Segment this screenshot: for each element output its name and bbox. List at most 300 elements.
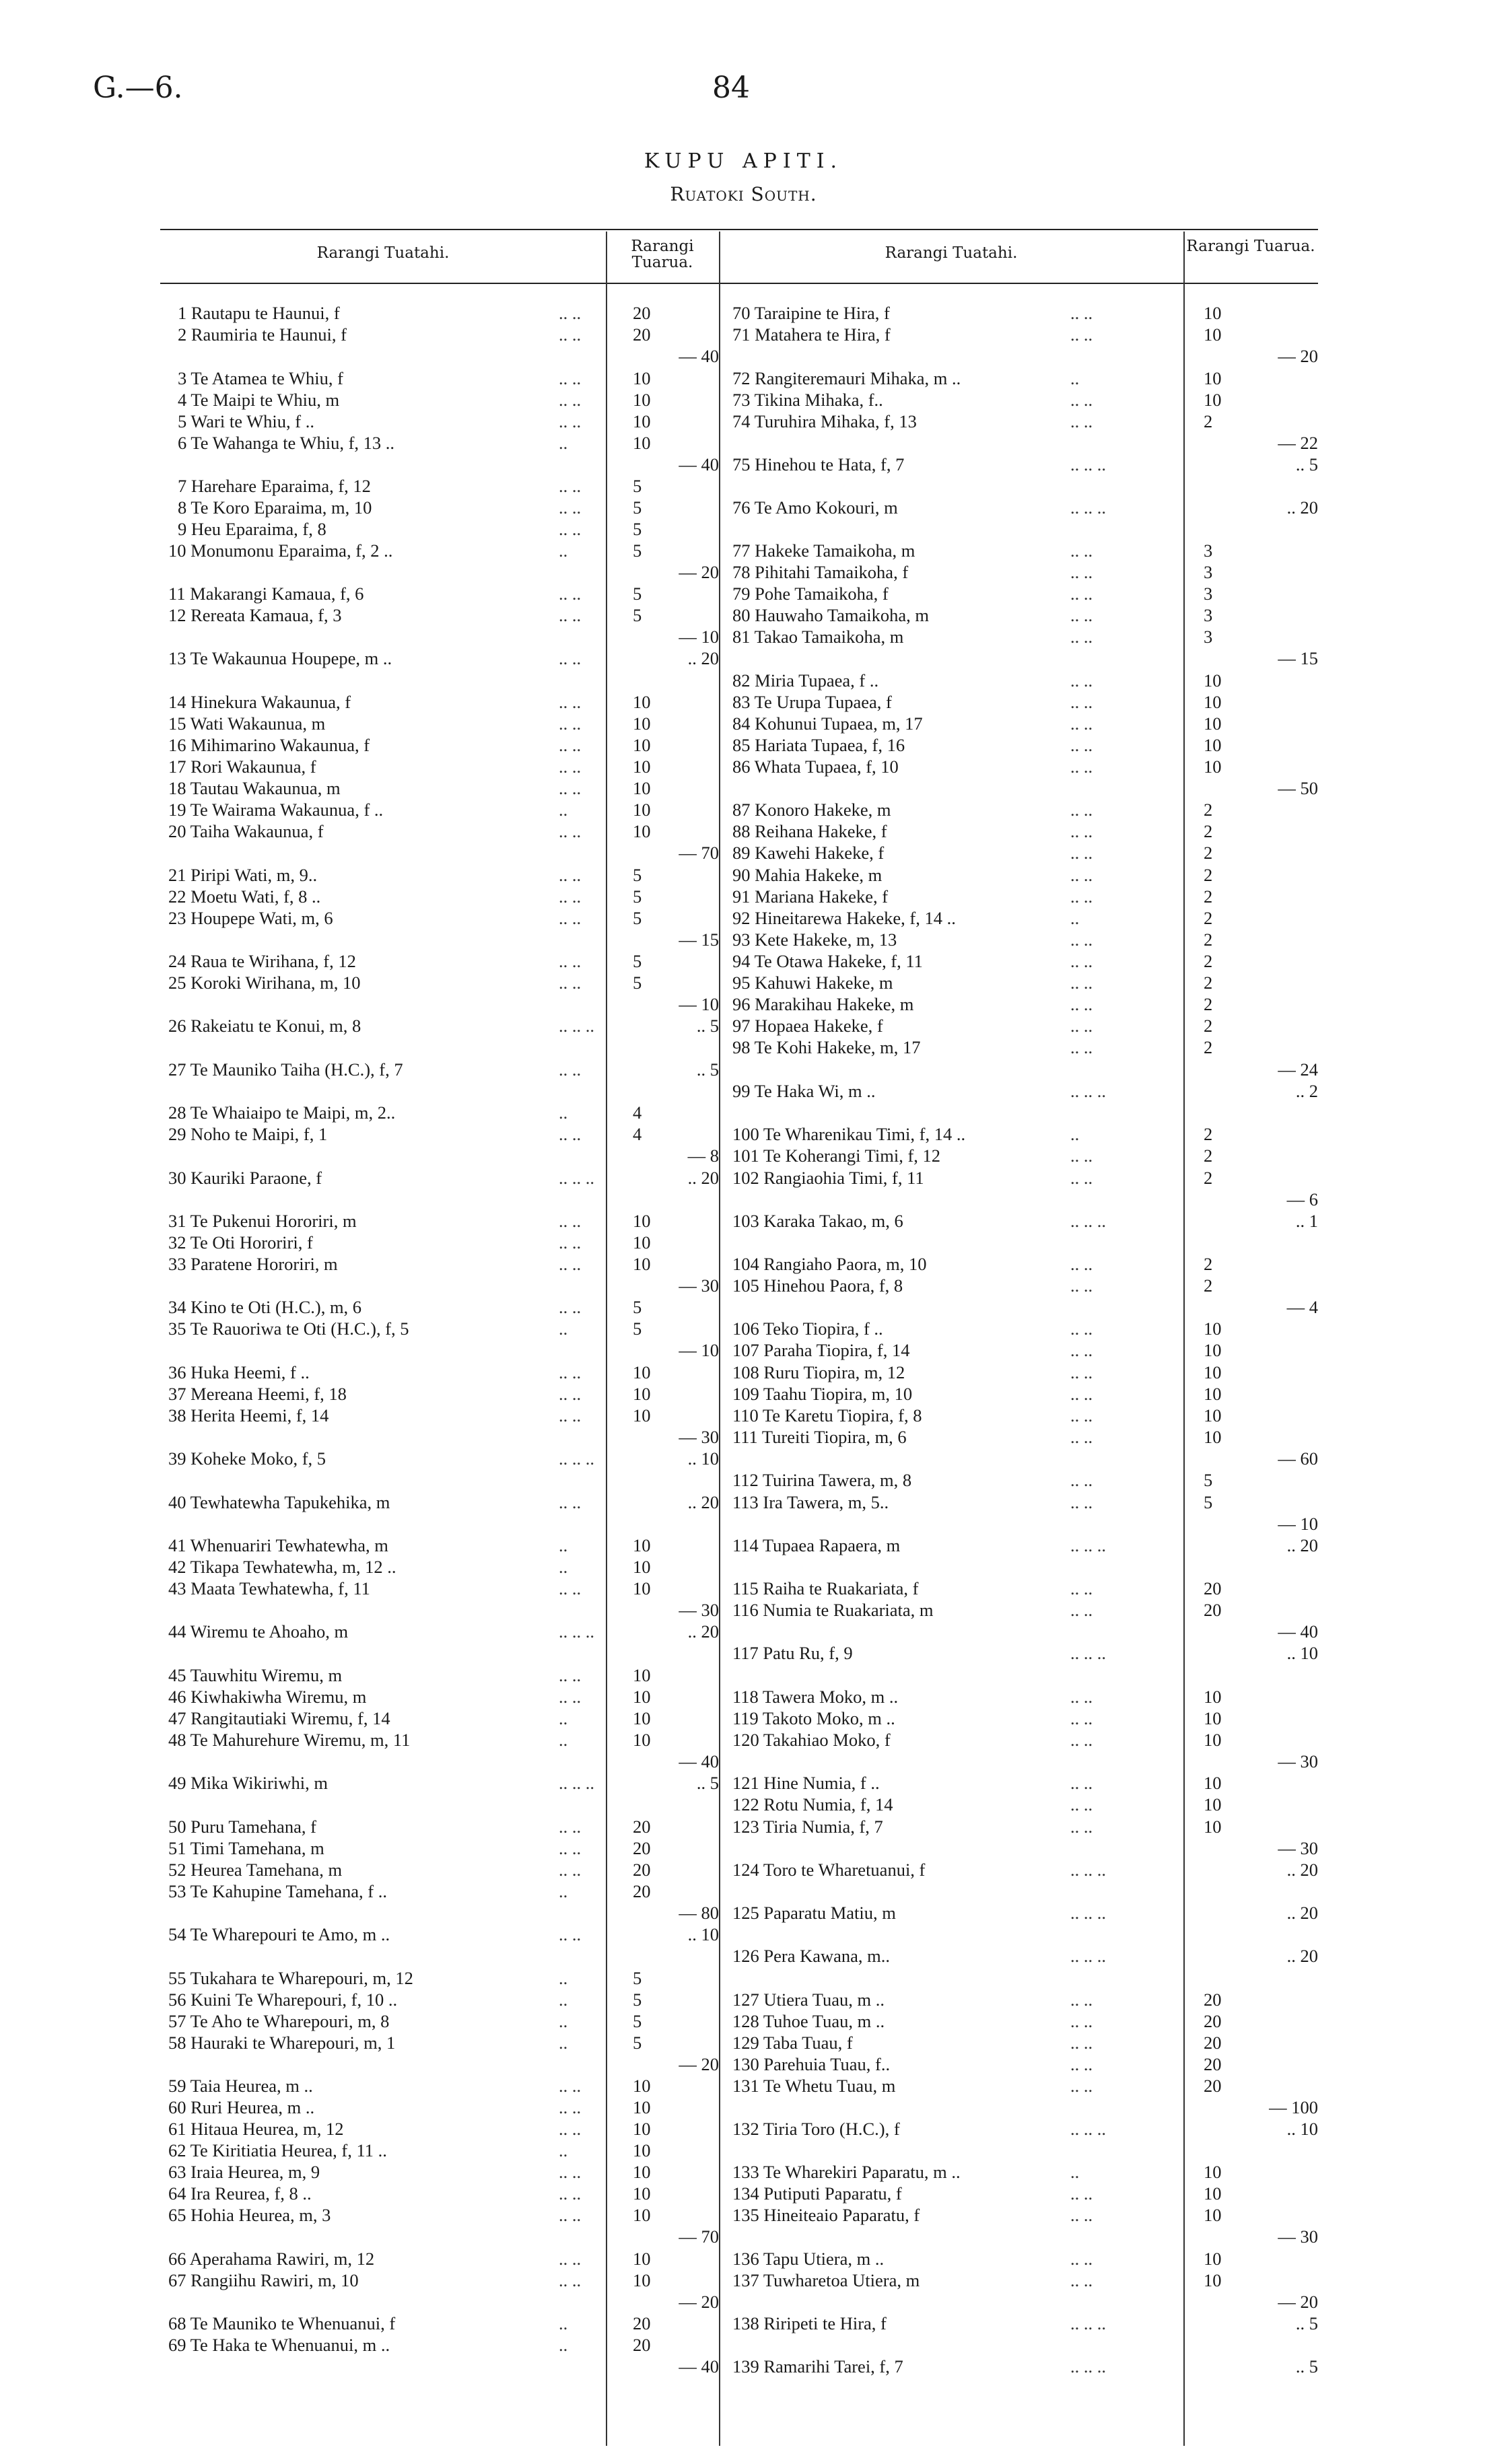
left-entry-share: 10 [633, 433, 651, 453]
right-entry-name: 72 Rangiteremauri Mihaka, m .. [732, 368, 961, 388]
left-entry-name: 59 Taia Heurea, m .. [168, 2076, 313, 2096]
right-entry-name: 82 Miria Tupaea, f .. [732, 670, 879, 691]
left-entry-name: 39 Koheke Moko, f, 5 [168, 1448, 326, 1469]
right-entry-leader-dots: .. .. .. [1070, 1946, 1106, 1966]
left-entry-share: 10 [633, 1362, 651, 1382]
left-entry-name: 17 Rori Wakaunua, f [168, 756, 316, 777]
left-entry-name: 23 Houpepe Wati, m, 6 [168, 908, 333, 928]
right-entry-name: 77 Hakeke Tamaikoha, m [732, 540, 915, 561]
left-entry-name: 24 Raua te Wirihana, f, 12 [168, 951, 356, 971]
left-entry-leader-dots: .. .. [559, 1817, 582, 1837]
left-entry-leader-dots: .. .. [559, 2270, 582, 2290]
left-entry-name: 55 Tukahara te Wharepouri, m, 12 [168, 1968, 413, 1988]
left-entry-name: 58 Hauraki te Wharepouri, m, 1 [168, 2033, 396, 2053]
right-main-header: Rarangi Tuatahi. [885, 244, 1018, 262]
left-entry-share: 10 [633, 1730, 651, 1750]
right-entry-name: 115 Raiha te Ruakariata, f [732, 1578, 919, 1598]
right-entry-name: 93 Kete Hakeke, m, 13 [732, 929, 897, 950]
right-entry-leader-dots: .. .. [1070, 605, 1093, 625]
left-entry-name: 16 Mihimarino Wakaunua, f [168, 735, 370, 755]
right-entry-name: 79 Pohe Tamaikoha, f [732, 584, 889, 604]
left-entry-leader-dots: .. [559, 540, 568, 561]
left-second-header: Rarangi Tuarua. [631, 238, 694, 271]
left-entry-leader-dots: .. .. [559, 1232, 582, 1253]
right-entry-leader-dots: .. .. [1070, 1794, 1093, 1815]
left-entry-share: 10 [633, 1557, 651, 1577]
left-entry-share: 20 [633, 1881, 651, 1901]
right-entry-leader-dots: .. .. [1070, 1168, 1093, 1188]
left-entry-name: 63 Iraia Heurea, m, 9 [168, 2162, 320, 2182]
left-entry-share: 5 [633, 1990, 642, 2010]
left-entry-leader-dots: .. [559, 1708, 568, 1728]
left-entry-leader-dots: .. .. [559, 497, 582, 518]
left-entry-leader-dots: .. .. .. [559, 1621, 594, 1642]
right-entry-leader-dots: .. .. .. [1070, 1535, 1106, 1555]
left-entry-share: 10 [633, 735, 651, 755]
right-entry-leader-dots: .. .. [1070, 1427, 1093, 1447]
right-entry-leader-dots: .. .. [1070, 1340, 1093, 1360]
left-subtotal: .. 5 [696, 1016, 719, 1036]
left-entry-leader-dots: .. .. .. [559, 1448, 594, 1469]
left-entry-share: 5 [633, 908, 642, 928]
left-subtotal: — 70 [679, 843, 719, 863]
left-entry-name: 11 Makarangi Kamaua, f, 6 [168, 584, 364, 604]
right-entry-share: 2 [1204, 908, 1213, 928]
right-entry-share: 2 [1204, 929, 1213, 950]
left-entry-leader-dots: .. .. [559, 1687, 582, 1707]
left-entry-share: 5 [633, 865, 642, 885]
left-entry-share: 10 [633, 800, 651, 820]
right-entry-name: 125 Paparatu Matiu, m [732, 1903, 896, 1923]
right-entry-leader-dots: .. .. [1070, 1405, 1093, 1425]
left-entry-leader-dots: .. .. [559, 865, 582, 885]
left-subtotal: — 10 [679, 1340, 719, 1360]
right-entry-leader-dots: .. .. [1070, 1492, 1093, 1512]
left-entry-name: 52 Heurea Tamehana, m [168, 1860, 343, 1880]
right-entry-share: 2 [1204, 1037, 1213, 1057]
left-entry-leader-dots: .. .. [559, 1254, 582, 1274]
left-entry-leader-dots: .. [559, 1881, 568, 1901]
left-entry-share: 5 [633, 2011, 642, 2031]
right-entry-name: 94 Te Otawa Hakeke, f, 11 [732, 951, 923, 971]
left-entry-leader-dots: .. .. [559, 756, 582, 777]
left-entry-name: 12 Rereata Kamaua, f, 3 [168, 605, 342, 625]
right-subtotal: — 10 [1278, 1514, 1318, 1534]
left-entry-leader-dots: .. [559, 1535, 568, 1555]
right-entry-leader-dots: .. .. [1070, 562, 1093, 582]
left-entry-name: 3 Te Atamea te Whiu, f [178, 368, 343, 388]
right-entry-share: 10 [1204, 390, 1222, 410]
left-entry-leader-dots: .. .. [559, 1860, 582, 1880]
left-entry-name: 40 Tewhatewha Tapukehika, m [168, 1492, 390, 1512]
right-entry-name: 113 Ira Tawera, m, 5.. [732, 1492, 889, 1512]
right-entry-share: 2 [1204, 865, 1213, 885]
left-entry-share: 10 [633, 1578, 651, 1598]
right-subtotal: — 4 [1286, 1297, 1318, 1317]
right-entry-leader-dots: .. .. [1070, 303, 1093, 323]
left-entry-leader-dots: .. .. [559, 1211, 582, 1231]
right-entry-leader-dots: .. .. [1070, 670, 1093, 691]
left-entry-name: 33 Paratene Hororiri, m [168, 1254, 338, 1274]
left-subtotal: — 70 [679, 2226, 719, 2247]
left-entry-share: 10 [633, 2076, 651, 2096]
left-entry-leader-dots: .. .. .. [559, 1168, 594, 1188]
page-subtitle: Ruatoki South. [670, 183, 817, 205]
right-entry-name: 107 Paraha Tiopira, f, 14 [732, 1340, 910, 1360]
right-subtotal: — 100 [1269, 2097, 1318, 2117]
right-entry-share: 10 [1204, 1427, 1222, 1447]
left-entry-share: 10 [633, 2097, 651, 2117]
left-entry-name: 10 Monumonu Eparaima, f, 2 .. [168, 540, 393, 561]
left-entry-name: 42 Tikapa Tewhatewha, m, 12 .. [168, 1557, 396, 1577]
right-entry-name: 102 Rangiaohia Timi, f, 11 [732, 1168, 924, 1188]
right-entry-leader-dots: .. .. [1070, 1254, 1093, 1274]
top-rule [160, 229, 1318, 230]
left-entry-leader-dots: .. .. [559, 390, 582, 410]
left-entry-leader-dots: .. .. [559, 2162, 582, 2182]
right-entry-name: 114 Tupaea Rapaera, m [732, 1535, 901, 1555]
right-entry-name: 121 Hine Numia, f .. [732, 1773, 880, 1793]
right-entry-name: 87 Konoro Hakeke, m [732, 800, 891, 820]
page-title: KUPU APITI. [644, 149, 843, 173]
right-subtotal: .. 2 [1295, 1081, 1318, 1101]
left-entry-leader-dots: .. [559, 1102, 568, 1123]
left-entry-name: 4 Te Maipi te Whiu, m [178, 390, 340, 410]
left-entry-name: 26 Rakeiatu te Konui, m, 8 [168, 1016, 361, 1036]
right-entry-share: 10 [1204, 1708, 1222, 1728]
right-entry-leader-dots: .. .. [1070, 1037, 1093, 1057]
right-entry-leader-dots: .. .. [1070, 1578, 1093, 1598]
left-entry-name: 31 Te Pukenui Hororiri, m [168, 1211, 357, 1231]
right-entry-share: 10 [1204, 2205, 1222, 2225]
left-entry-leader-dots: .. .. [559, 1492, 582, 1512]
left-entry-share: 5 [633, 973, 642, 993]
right-entry-name: 97 Hopaea Hakeke, f [732, 1016, 883, 1036]
left-subtotal: .. 10 [687, 1448, 719, 1469]
right-entry-share: 20 [1204, 1990, 1222, 2010]
left-entry-leader-dots: .. .. [559, 1124, 582, 1144]
left-entry-share: 20 [633, 1817, 651, 1837]
right-subtotal: — 20 [1278, 346, 1318, 366]
right-subtotal: .. 20 [1286, 1860, 1318, 1880]
left-entry-share: 4 [633, 1124, 642, 1144]
right-entry-leader-dots: .. .. [1070, 2183, 1093, 2204]
right-entry-leader-dots: .. .. [1070, 2270, 1093, 2290]
right-entry-leader-dots: .. .. [1070, 1687, 1093, 1707]
right-entry-name: 133 Te Wharekiri Paparatu, m .. [732, 2162, 961, 2182]
left-entry-leader-dots: .. .. [559, 1924, 582, 1944]
left-entry-share: 10 [633, 2270, 651, 2290]
left-subtotal: — 30 [679, 1427, 719, 1447]
right-entry-leader-dots: .. .. [1070, 1730, 1093, 1750]
left-divider-a [606, 232, 607, 2446]
right-entry-name: 139 Ramarihi Tarei, f, 7 [732, 2356, 903, 2377]
left-entry-share: 10 [633, 2205, 651, 2225]
left-entry-leader-dots: .. [559, 2033, 568, 2053]
right-entry-name: 90 Mahia Hakeke, m [732, 865, 883, 885]
right-entry-share: 2 [1204, 1275, 1213, 1296]
left-subtotal: — 8 [687, 1146, 719, 1166]
right-entry-share: 3 [1204, 627, 1213, 647]
right-entry-leader-dots: .. .. [1070, 390, 1093, 410]
right-entry-name: 74 Turuhira Mihaka, f, 13 [732, 411, 917, 431]
left-entry-leader-dots: .. .. [559, 1405, 582, 1425]
left-subtotal: .. 20 [687, 648, 719, 668]
right-entry-leader-dots: .. .. [1070, 1817, 1093, 1837]
right-entry-name: 103 Karaka Takao, m, 6 [732, 1211, 903, 1231]
right-entry-name: 127 Utiera Tuau, m .. [732, 1990, 885, 2010]
right-entry-leader-dots: .. .. .. [1070, 1081, 1106, 1101]
right-subtotal: — 50 [1278, 778, 1318, 798]
left-subtotal: .. 10 [687, 1924, 719, 1944]
left-entry-leader-dots: .. .. [559, 692, 582, 712]
left-entry-name: 62 Te Kiritiatia Heurea, f, 11 .. [168, 2140, 387, 2160]
right-entry-leader-dots: .. .. [1070, 1146, 1093, 1166]
left-entry-name: 19 Te Wairama Wakaunua, f .. [168, 800, 384, 820]
right-entry-leader-dots: .. .. [1070, 2011, 1093, 2031]
left-subtotal: — 10 [679, 627, 719, 647]
left-entry-leader-dots: .. .. [559, 2076, 582, 2096]
right-entry-share: 10 [1204, 1817, 1222, 1837]
left-entry-share: 10 [633, 1384, 651, 1404]
right-entry-name: 70 Taraipine te Hira, f [732, 303, 890, 323]
right-entry-name: 105 Hinehou Paora, f, 8 [732, 1275, 903, 1296]
right-entry-share: 5 [1204, 1470, 1213, 1490]
right-entry-name: 83 Te Urupa Tupaea, f [732, 692, 892, 712]
right-entry-share: 2 [1204, 994, 1213, 1014]
right-entry-leader-dots: .. .. [1070, 1773, 1093, 1793]
left-entry-name: 20 Taiha Wakaunua, f [168, 821, 324, 841]
right-entry-name: 92 Hineitarewa Hakeke, f, 14 .. [732, 908, 956, 928]
right-entry-name: 91 Mariana Hakeke, f [732, 886, 889, 907]
left-entry-share: 10 [633, 411, 651, 431]
left-entry-name: 50 Puru Tamehana, f [168, 1817, 316, 1837]
right-entry-name: 124 Toro te Wharetuanui, f [732, 1860, 926, 1880]
right-subtotal: — 24 [1278, 1059, 1318, 1080]
right-entry-name: 112 Tuirina Tawera, m, 8 [732, 1470, 912, 1490]
right-entry-leader-dots: .. .. [1070, 1275, 1093, 1296]
right-entry-share: 2 [1204, 411, 1213, 431]
left-entry-share: 10 [633, 1405, 651, 1425]
right-entry-name: 86 Whata Tupaea, f, 10 [732, 756, 899, 777]
left-entry-name: 30 Kauriki Paraone, f [168, 1168, 322, 1188]
right-entry-name: 110 Te Karetu Tiopira, f, 8 [732, 1405, 922, 1425]
left-entry-share: 20 [633, 303, 651, 323]
left-entry-leader-dots: .. .. [559, 368, 582, 388]
right-entry-leader-dots: .. .. [1070, 886, 1093, 907]
left-entry-share: 10 [633, 2162, 651, 2182]
right-entry-name: 109 Taahu Tiopira, m, 10 [732, 1384, 913, 1404]
left-entry-name: 45 Tauwhitu Wiremu, m [168, 1665, 343, 1685]
left-entry-name: 53 Te Kahupine Tamehana, f .. [168, 1881, 387, 1901]
right-subtotal: .. 20 [1286, 1535, 1318, 1555]
right-entry-leader-dots: .. .. [1070, 951, 1093, 971]
right-entry-share: 10 [1204, 1340, 1222, 1360]
left-entry-name: 65 Hohia Heurea, m, 3 [168, 2205, 331, 2225]
right-entry-name: 78 Pihitahi Tamaikoha, f [732, 562, 909, 582]
left-entry-leader-dots: .. .. [559, 584, 582, 604]
page-reference: G.—6. [93, 71, 183, 105]
left-entry-name: 37 Mereana Heemi, f, 18 [168, 1384, 347, 1404]
left-entry-share: 5 [633, 476, 642, 496]
left-entry-leader-dots: .. [559, 800, 568, 820]
right-subtotal: .. 5 [1295, 2356, 1318, 2377]
right-entry-share: 10 [1204, 303, 1222, 323]
right-entry-leader-dots: .. .. .. [1070, 1903, 1106, 1923]
left-entry-share: 5 [633, 1968, 642, 1988]
right-entry-share: 3 [1204, 584, 1213, 604]
left-entry-leader-dots: .. .. [559, 713, 582, 734]
left-subtotal: .. 20 [687, 1168, 719, 1188]
left-subtotal: — 15 [679, 929, 719, 950]
left-entry-share: 5 [633, 497, 642, 518]
right-entry-leader-dots: .. .. [1070, 713, 1093, 734]
left-entry-share: 10 [633, 1254, 651, 1274]
left-subtotal: — 30 [679, 1600, 719, 1620]
right-entry-leader-dots: .. .. [1070, 627, 1093, 647]
right-entry-share: 2 [1204, 1168, 1213, 1188]
left-entry-leader-dots: .. .. [559, 2183, 582, 2204]
left-entry-share: 10 [633, 2140, 651, 2160]
left-entry-name: 54 Te Wharepouri te Amo, m .. [168, 1924, 390, 1944]
left-entry-share: 5 [633, 951, 642, 971]
left-entry-name: 8 Te Koro Eparaima, m, 10 [178, 497, 372, 518]
right-entry-name: 135 Hineiteaio Paparatu, f [732, 2205, 920, 2225]
left-entry-leader-dots: .. .. [559, 2205, 582, 2225]
right-entry-leader-dots: .. [1070, 2162, 1080, 2182]
right-entry-share: 5 [1204, 1492, 1213, 1512]
header-rule [160, 283, 1318, 284]
left-entry-name: 68 Te Mauniko te Whenuanui, f [168, 2313, 396, 2333]
left-entry-name: 13 Te Wakaunua Houpepe, m .. [168, 648, 392, 668]
right-entry-leader-dots: .. .. [1070, 1990, 1093, 2010]
left-entry-share: 20 [633, 324, 651, 345]
right-subtotal: .. 20 [1286, 1946, 1318, 1966]
left-entry-name: 57 Te Aho te Wharepouri, m, 8 [168, 2011, 390, 2031]
right-entry-leader-dots: .. .. [1070, 735, 1093, 755]
left-entry-leader-dots: .. [559, 433, 568, 453]
left-entry-name: 15 Wati Wakaunua, m [168, 713, 326, 734]
left-entry-share: 4 [633, 1102, 642, 1123]
left-entry-share: 10 [633, 2119, 651, 2139]
right-subtotal: .. 1 [1295, 1211, 1318, 1231]
left-entry-name: 14 Hinekura Wakaunua, f [168, 692, 351, 712]
left-entry-share: 10 [633, 1232, 651, 1253]
left-entry-name: 18 Tautau Wakaunua, m [168, 778, 341, 798]
right-subtotal: .. 5 [1295, 2313, 1318, 2333]
right-entry-name: 99 Te Haka Wi, m .. [732, 1081, 876, 1101]
left-entry-leader-dots: .. .. [559, 2249, 582, 2269]
right-entry-leader-dots: .. .. [1070, 2054, 1093, 2074]
right-entry-name: 104 Rangiaho Paora, m, 10 [732, 1254, 927, 1274]
left-entry-name: 32 Te Oti Hororiri, f [168, 1232, 313, 1253]
right-entry-name: 128 Tuhoe Tuau, m .. [732, 2011, 885, 2031]
left-subtotal: — 20 [679, 2054, 719, 2074]
right-entry-share: 10 [1204, 1405, 1222, 1425]
right-subtotal: — 15 [1278, 648, 1318, 668]
left-entry-leader-dots: .. [559, 1990, 568, 2010]
left-entry-share: 5 [633, 584, 642, 604]
left-entry-name: 51 Timi Tamehana, m [168, 1838, 324, 1858]
left-entry-name: 9 Heu Eparaima, f, 8 [178, 519, 326, 539]
left-entry-share: 10 [633, 821, 651, 841]
left-entry-name: 7 Harehare Eparaima, f, 12 [178, 476, 371, 496]
right-entry-share: 10 [1204, 324, 1222, 345]
right-entry-share: 20 [1204, 2076, 1222, 2096]
right-entry-share: 3 [1204, 540, 1213, 561]
right-entry-name: 126 Pera Kawana, m.. [732, 1946, 891, 1966]
right-subtotal: — 30 [1278, 2226, 1318, 2247]
left-entry-share: 10 [633, 368, 651, 388]
left-entry-share: 10 [633, 778, 651, 798]
left-subtotal: — 40 [679, 1751, 719, 1771]
right-entry-name: 76 Te Amo Kokouri, m [732, 497, 898, 518]
right-entry-share: 2 [1204, 821, 1213, 841]
left-entry-leader-dots: .. .. [559, 1665, 582, 1685]
right-entry-name: 138 Riripeti te Hira, f [732, 2313, 887, 2333]
right-entry-share: 10 [1204, 1773, 1222, 1793]
left-entry-leader-dots: .. .. [559, 411, 582, 431]
left-entry-name: 41 Whenuariri Tewhatewha, m [168, 1535, 388, 1555]
right-entry-name: 122 Rotu Numia, f, 14 [732, 1794, 893, 1815]
right-entry-share: 2 [1204, 951, 1213, 971]
right-entry-name: 130 Parehuia Tuau, f.. [732, 2054, 891, 2074]
right-entry-share: 10 [1204, 2249, 1222, 2269]
right-entry-leader-dots: .. .. [1070, 1384, 1093, 1404]
right-subtotal: .. 10 [1286, 2119, 1318, 2139]
right-entry-share: 10 [1204, 756, 1222, 777]
left-entry-leader-dots: .. [559, 2313, 568, 2333]
right-entry-leader-dots: .. .. [1070, 2033, 1093, 2053]
left-entry-share: 5 [633, 540, 642, 561]
left-entry-leader-dots: .. .. [559, 778, 582, 798]
right-entry-share: 10 [1204, 1687, 1222, 1707]
right-entry-name: 88 Reihana Hakeke, f [732, 821, 887, 841]
left-entry-share: 10 [633, 713, 651, 734]
left-entry-share: 10 [633, 2183, 651, 2204]
right-subtotal: .. 10 [1286, 1643, 1318, 1663]
right-entry-share: 2 [1204, 843, 1213, 863]
right-entry-leader-dots: .. .. [1070, 1362, 1093, 1382]
right-entry-name: 136 Tapu Utiera, m .. [732, 2249, 885, 2269]
left-subtotal: .. 5 [696, 1059, 719, 1080]
right-entry-leader-dots: .. .. .. [1070, 1643, 1106, 1663]
right-subtotal: — 22 [1278, 433, 1318, 453]
right-entry-leader-dots: .. .. [1070, 821, 1093, 841]
left-subtotal: — 40 [679, 2356, 719, 2377]
left-entry-name: 61 Hitaua Heurea, m, 12 [168, 2119, 344, 2139]
left-entry-leader-dots: .. .. [559, 476, 582, 496]
right-entry-name: 116 Numia te Ruakariata, m [732, 1600, 934, 1620]
left-entry-leader-dots: .. .. [559, 1838, 582, 1858]
right-entry-share: 10 [1204, 2183, 1222, 2204]
left-entry-name: 64 Ira Reurea, f, 8 .. [168, 2183, 312, 2204]
right-entry-leader-dots: .. .. [1070, 540, 1093, 561]
right-entry-name: 129 Taba Tuau, f [732, 2033, 853, 2053]
right-entry-share: 10 [1204, 1384, 1222, 1404]
left-entry-leader-dots: .. .. [559, 1362, 582, 1382]
right-divider [1183, 232, 1185, 2446]
left-entry-leader-dots: .. .. [559, 519, 582, 539]
left-entry-leader-dots: .. .. [559, 605, 582, 625]
left-entry-leader-dots: .. [559, 1968, 568, 1988]
right-entry-share: 10 [1204, 1362, 1222, 1382]
left-entry-leader-dots: .. .. [559, 908, 582, 928]
right-entry-name: 123 Tiria Numia, f, 7 [732, 1817, 883, 1837]
left-entry-leader-dots: .. .. [559, 2119, 582, 2139]
right-entry-leader-dots: .. [1070, 908, 1080, 928]
right-subtotal: — 6 [1286, 1189, 1318, 1209]
